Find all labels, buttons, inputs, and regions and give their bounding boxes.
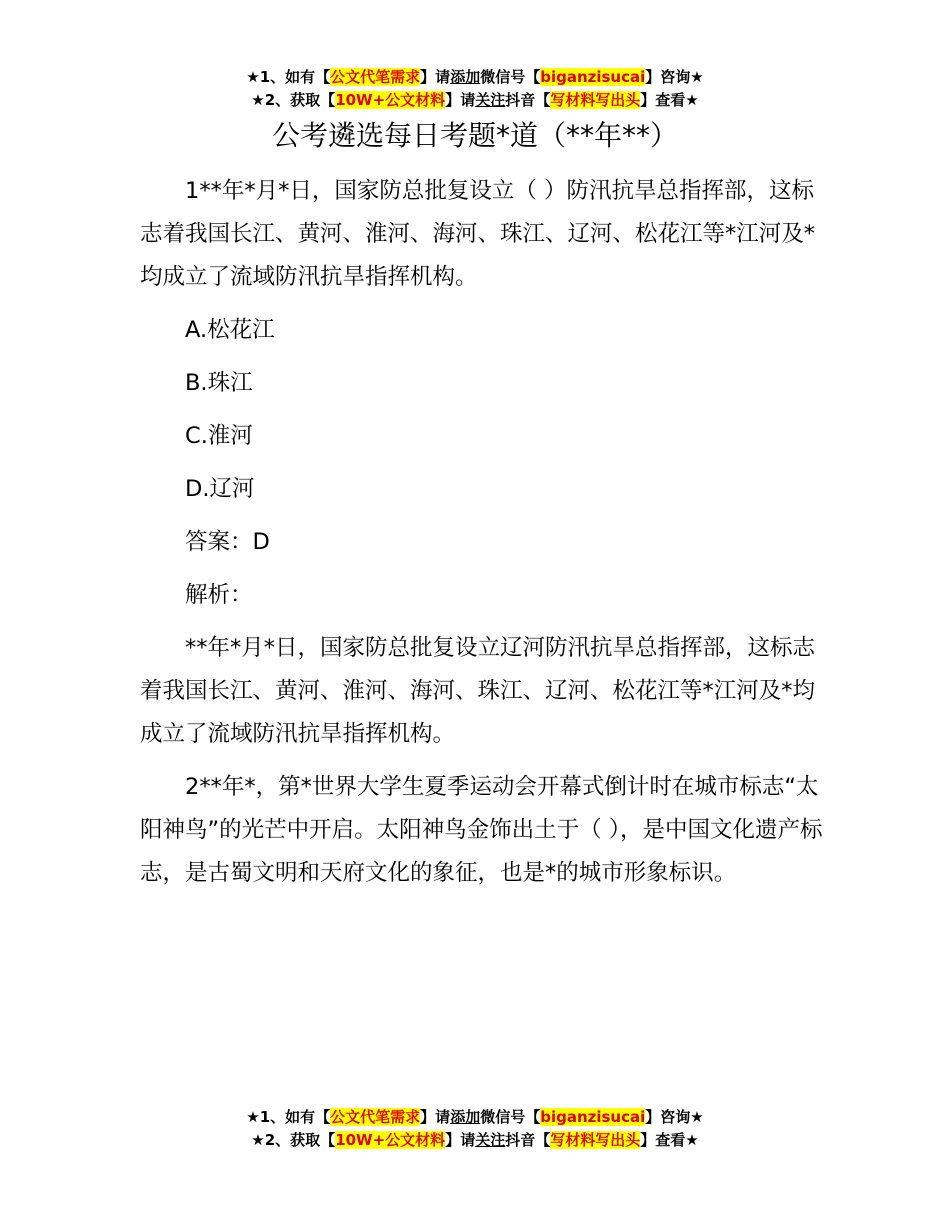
question-1-option-a: A.松花江 <box>185 317 275 343</box>
question-1-option-d: D.辽河 <box>185 476 255 502</box>
header-text: ★1、如有【 <box>246 68 331 86</box>
document-body <box>140 170 830 905</box>
highlight-wechat-id: biganzisucai <box>540 68 646 86</box>
footer-line-2 <box>0 1129 950 1152</box>
underlined-follow: 关注 <box>475 91 506 109</box>
header-text: 】咨询★ <box>645 68 704 86</box>
header-text: 】请 <box>445 91 476 109</box>
question-1-answer: 答案：D <box>185 529 270 555</box>
header-line-2 <box>0 89 950 112</box>
highlight-wechat-id: biganzisucai <box>540 1108 646 1126</box>
question-1-stem: 1**年*月*日，国家防总批复设立（ ）防汛抗旱总指挥部，这标志着我国长江、黄河、淮河、海河、珠江、辽河、松花江等*江河及*均成立了流域防汛抗旱指挥机构。 <box>140 178 816 290</box>
footer-text: 】查看★ <box>640 1131 699 1149</box>
highlight-ghostwriting: 公文代笔需求 <box>330 68 421 86</box>
footer-text: 】咨询★ <box>645 1108 704 1126</box>
page-title: 公考遴选每日考题*道（**年**） <box>271 119 678 152</box>
highlight-ghostwriting: 公文代笔需求 <box>330 1108 421 1126</box>
header-text: 微信号【 <box>480 68 541 86</box>
footer-banner <box>0 1106 950 1152</box>
header-text: ★2、获取【 <box>251 91 336 109</box>
highlight-materials: 10W+公文材料 <box>335 91 446 109</box>
footer-line-1 <box>0 1106 950 1129</box>
header-banner <box>0 66 950 112</box>
footer-text: 微信号【 <box>480 1108 541 1126</box>
header-text: 】请 <box>420 68 451 86</box>
header-text: 】查看★ <box>640 91 699 109</box>
question-1-option-b: B.珠江 <box>185 370 253 396</box>
footer-text: ★1、如有【 <box>246 1108 331 1126</box>
header-text: 抖音【 <box>505 91 551 109</box>
footer-text: 】请 <box>445 1131 476 1149</box>
footer-text: 抖音【 <box>505 1131 551 1149</box>
highlight-materials: 10W+公文材料 <box>335 1131 446 1149</box>
footer-text: 】请 <box>420 1108 451 1126</box>
question-1-analysis-label: 解析： <box>185 582 253 608</box>
question-1-analysis: **年*月*日，国家防总批复设立辽河防汛抗旱总指挥部，这标志着我国长江、黄河、淮河、海河、珠江、辽河、松花江等*江河及*均成立了流域防汛抗旱指挥机构。 <box>140 635 816 747</box>
header-line-1 <box>0 66 950 89</box>
underlined-add: 添加 <box>450 68 481 86</box>
highlight-douyin-account: 写材料写出头 <box>550 1131 641 1149</box>
highlight-douyin-account: 写材料写出头 <box>550 91 641 109</box>
question-2-stem: 2**年*，第*世界大学生夏季运动会开幕式倒计时在城市标志“太阳神鸟”的光芒中开启。太阳神鸟金饰出土于（ ），是中国文化遗产标志，是古蜀文明和天府文化的象征，也是*的城市形象标识。 <box>140 774 823 886</box>
underlined-follow: 关注 <box>475 1131 506 1149</box>
underlined-add: 添加 <box>450 1108 481 1126</box>
question-1-option-c: C.淮河 <box>185 423 253 449</box>
footer-text: ★2、获取【 <box>251 1131 336 1149</box>
